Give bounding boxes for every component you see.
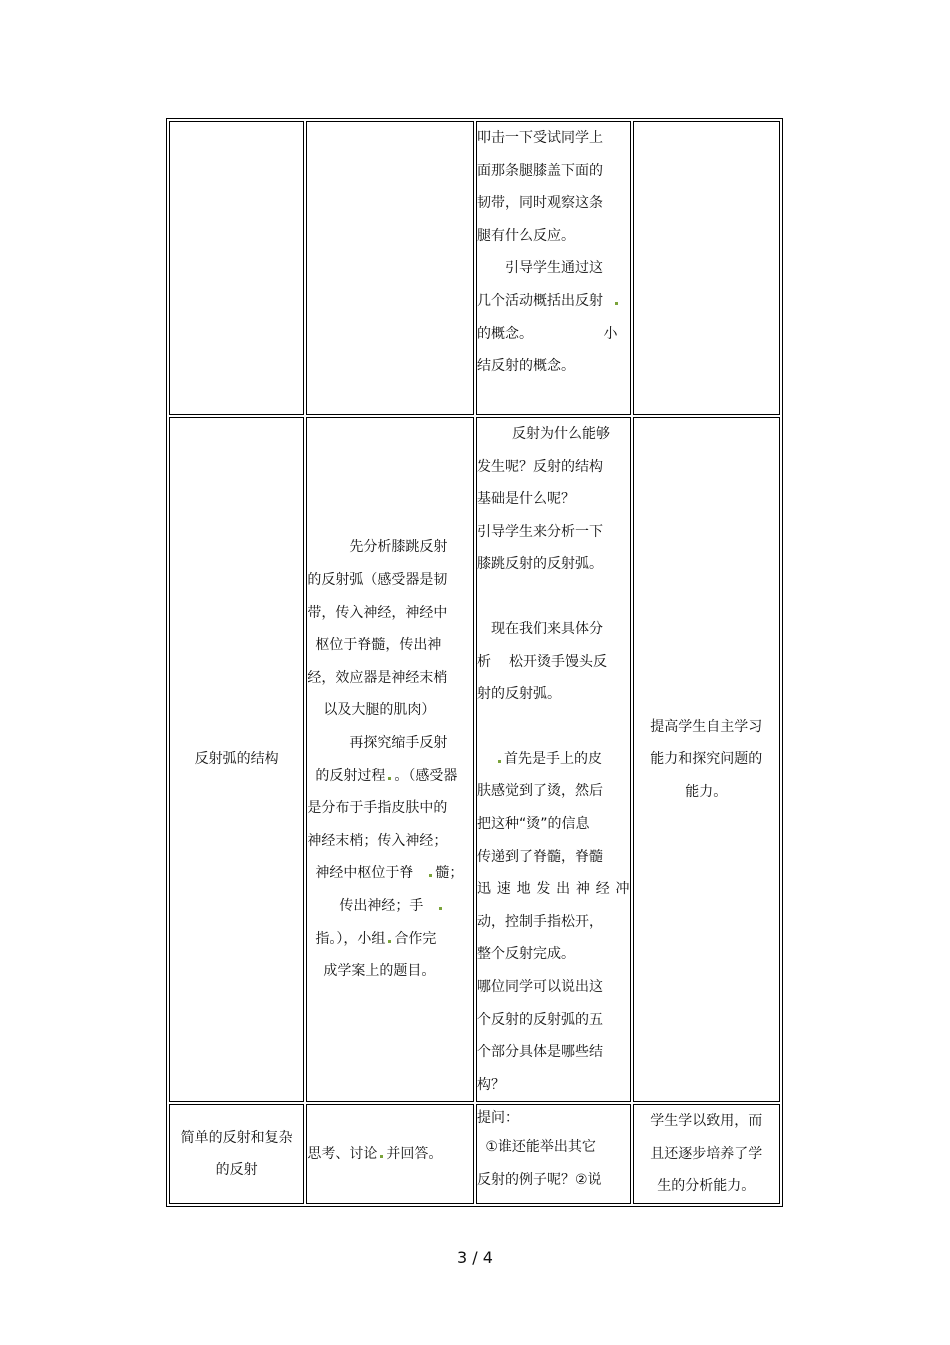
- text-line: 整个反射完成。: [476, 946, 575, 963]
- text-line: 个部分具体是哪些结: [476, 1044, 603, 1061]
- section-title: 简单的反射和复杂: [180, 1129, 293, 1146]
- edit-mark-icon: [380, 1155, 383, 1158]
- text-line: 的概念。 小: [476, 325, 618, 342]
- text-line: 神经中枢位于脊 髓；: [315, 865, 464, 882]
- text-line: 能力。: [685, 783, 728, 800]
- student-activity-cell: [306, 417, 474, 1102]
- text-line: 哪位同学可以说出这: [476, 978, 603, 995]
- edit-mark-icon: [498, 760, 501, 763]
- row1-col1-cell: [169, 121, 304, 415]
- text-line: 腿有什么反应。: [476, 227, 575, 244]
- text-line: 再探究缩手反射: [349, 735, 448, 752]
- text-line: 构？: [476, 1076, 505, 1093]
- row1-col2-cell: [306, 121, 474, 415]
- student-activity-cell: [306, 1104, 474, 1204]
- lesson-plan-table: [166, 118, 783, 1207]
- text-line: 神经末梢；传入神经；: [307, 832, 448, 849]
- section-title: 反射弧的结构: [194, 751, 279, 768]
- text-line: 结反射的概念。: [476, 358, 575, 375]
- text-line: 经，效应器是神经末梢: [307, 669, 448, 686]
- text-line: 引导学生通过这: [504, 260, 603, 277]
- text-line: 韧带，同时观察这条: [476, 195, 603, 212]
- text-line: 枢位于脊髓，传出神: [315, 637, 442, 654]
- teacher-activity-cell: [476, 417, 631, 1102]
- edit-mark-icon: [615, 302, 618, 305]
- text-line: 成学案上的题目。: [323, 963, 436, 980]
- row1-col3-cell: [476, 121, 631, 415]
- section-title-cell: [169, 417, 304, 1102]
- text-line: 反射为什么能够: [511, 426, 610, 442]
- page-number: 3 / 4: [457, 1248, 493, 1267]
- text-line: 是分布于手指皮肤中的: [307, 800, 448, 817]
- text-line: 几个活动概括出反射: [477, 285, 630, 318]
- text-line: 的反射弧（感受器是韧: [307, 572, 448, 589]
- text-line: 且还逐步培养了学: [650, 1145, 763, 1162]
- text-line: 提高学生自主学习: [650, 718, 763, 735]
- text-line: 引导学生来分析一下: [476, 523, 603, 540]
- edit-mark-icon: [439, 907, 442, 910]
- text-line: 首先是手上的皮: [477, 743, 630, 776]
- text-line: 的反射过程 。（感受器: [315, 767, 458, 784]
- text-line: 能力和探究问题的: [650, 751, 763, 768]
- text-line: 迅速地发出神经冲: [476, 881, 630, 898]
- text-line: 膝跳反射的反射弧。: [476, 556, 603, 573]
- section-title-cell: [169, 1104, 304, 1204]
- text-line: 析 松开烫手馒头反: [476, 653, 607, 670]
- text-line: 传出神经；手: [307, 890, 473, 923]
- design-intent-cell: [633, 417, 780, 1102]
- text-line: 提问：: [476, 1110, 519, 1127]
- text-line: 叩击一下受试同学上: [476, 130, 603, 146]
- table-row: [169, 121, 780, 415]
- text-line: 生的分析能力。: [657, 1178, 756, 1195]
- edit-mark-icon: [429, 874, 432, 877]
- text-line: 把这种“烫”的信息: [476, 815, 590, 832]
- section-title: 的反射: [215, 1162, 258, 1179]
- text-line: 学生学以致用，而: [650, 1113, 763, 1130]
- table-row: [169, 1104, 780, 1204]
- text-line: 基础是什么呢？: [476, 491, 575, 508]
- text-line: 以及大腿的肌肉）: [323, 702, 436, 719]
- text-line: 带，传入神经，神经中: [307, 604, 448, 621]
- text-line: ①谁还能举出其它: [485, 1139, 596, 1156]
- text-line: 肤感觉到了烫，然后: [476, 783, 603, 800]
- text-line: 传递到了脊髓，脊髓: [476, 848, 603, 865]
- text-line: 思考、讨论 并回答。: [307, 1145, 443, 1162]
- text-line: 反射的例子呢？②说: [476, 1171, 602, 1188]
- text-line: 面那条腿膝盖下面的: [476, 162, 603, 179]
- text-line: 射的反射弧。: [476, 686, 561, 703]
- text-line: 现在我们来具体分: [490, 620, 603, 637]
- text-line: 先分析膝跳反射: [349, 539, 448, 556]
- text-line: 指。），小组 合作完: [315, 930, 437, 947]
- text-line: 个反射的反射弧的五: [476, 1011, 603, 1028]
- row1-col4-cell: [633, 121, 780, 415]
- text-line: 发生呢？反射的结构: [476, 458, 603, 475]
- edit-mark-icon: [388, 777, 391, 780]
- text-line: 动，控制手指松开，: [476, 913, 603, 930]
- edit-mark-icon: [388, 940, 391, 943]
- teacher-activity-cell: [476, 1104, 631, 1204]
- table-row: [169, 417, 780, 1102]
- design-intent-cell: [633, 1104, 780, 1204]
